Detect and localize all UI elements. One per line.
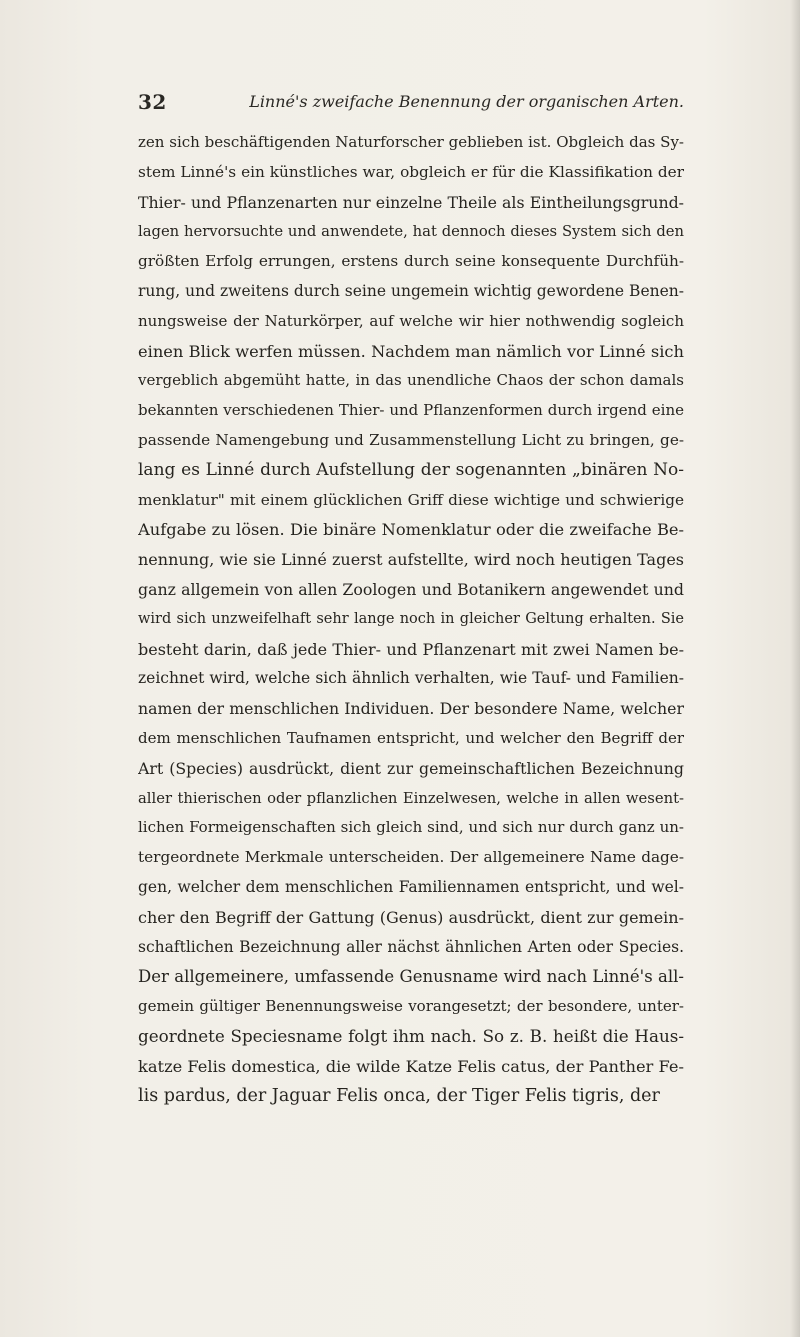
text-line: bekannten verschiedenen Thier- und Pflanzenformen durch irgend eine <box>138 401 684 420</box>
text-line: lang es Linné durch Aufstellung der sogenannten „binären No- <box>138 459 684 480</box>
page-number: 32 <box>138 90 167 114</box>
text-line: aller thierischen oder pflanzlichen Einzelwesen, welche in allen wesent- <box>138 789 684 807</box>
running-title: Linné's zweifache Benennung der organischen Arten. <box>249 92 684 111</box>
text-line: menklatur" mit einem glücklichen Griff diese wichtige und schwierige <box>138 490 684 509</box>
text-line: zeichnet wird, welche sich ähnlich verhalten, wie Tauf- und Familien- <box>138 669 684 688</box>
text-line: gen, welcher dem menschlichen Familiennamen entspricht, und wel- <box>138 877 684 896</box>
text-line: besteht darin, daß jede Thier- und Pflanzenart mit zwei Namen be- <box>138 639 684 659</box>
text-line: gemein gültiger Benennungsweise vorangesetzt; der besondere, unter- <box>138 997 684 1016</box>
body-paragraph <box>138 128 684 1111</box>
text-line: wird sich unzweifelhaft sehr lange noch in gleicher Geltung erhalten. Sie <box>138 610 684 627</box>
text-line: rung, und zweitens durch seine ungemein wichtig gewordene Benen- <box>138 281 684 300</box>
text-line: Der allgemeinere, umfassende Genusname wird nach Linné's all- <box>138 967 684 987</box>
text-line: Aufgabe zu lösen. Die binäre Nomenklatur oder die zweifache Be- <box>138 520 684 540</box>
text-line: nungsweise der Naturkörper, auf welche wir hier nothwendig sogleich <box>138 311 684 330</box>
text-line: schaftlichen Bezeichnung aller nächst ähnlichen Arten oder Species. <box>138 937 684 956</box>
text-line: geordnete Speciesname folgt ihm nach. So z. B. heißt die Haus- <box>138 1025 684 1046</box>
text-line: namen der menschlichen Individuen. Der besondere Name, welcher <box>138 699 684 719</box>
text-line: ganz allgemein von allen Zoologen und Botanikern angewendet und <box>138 579 684 599</box>
text-line: lis pardus, der Jaguar Felis onca, der Tiger Felis tigris, der <box>138 1085 660 1106</box>
text-line: lichen Formeigenschaften sich gleich sind, und sich nur durch ganz un- <box>138 818 684 837</box>
text-line: einen Blick werfen müssen. Nachdem man nämlich vor Linné sich <box>138 341 684 361</box>
text-line: tergeordnete Merkmale unterscheiden. Der allgemeinere Name dage- <box>138 848 684 867</box>
text-line: größten Erfolg errungen, erstens durch seine konsequente Durchfüh- <box>138 252 684 271</box>
text-line: passende Namengebung und Zusammenstellung Licht zu bringen, ge- <box>138 430 684 449</box>
running-head <box>138 90 684 118</box>
text-line: Thier- und Pflanzenarten nur einzelne Theile als Eintheilungsgrund- <box>138 192 684 212</box>
text-line: dem menschlichen Taufnamen entspricht, und welcher den Begriff der <box>138 728 684 747</box>
text-line: Art (Species) ausdrückt, dient zur gemeinschaftlichen Bezeichnung <box>138 758 684 778</box>
page-edge-shadow <box>790 0 800 1337</box>
text-line: lagen hervorsuchte und anwendete, hat dennoch dieses System sich den <box>138 223 684 241</box>
text-line: vergeblich abgemüht hatte, in das unendliche Chaos der schon damals <box>138 371 684 390</box>
text-line: nennung, wie sie Linné zuerst aufstellte, wird noch heutigen Tages <box>138 550 684 570</box>
text-line: cher den Begriff der Gattung (Genus) ausdrückt, dient zur gemein- <box>138 907 684 927</box>
text-line: stem Linné's ein künstliches war, obgleich er für die Klassifikation der <box>138 162 684 181</box>
text-line: zen sich beschäftigenden Naturforscher geblieben ist. Obgleich das Sy- <box>138 133 684 151</box>
text-line: katze Felis domestica, die wilde Katze Felis catus, der Panther Fe- <box>138 1056 684 1076</box>
